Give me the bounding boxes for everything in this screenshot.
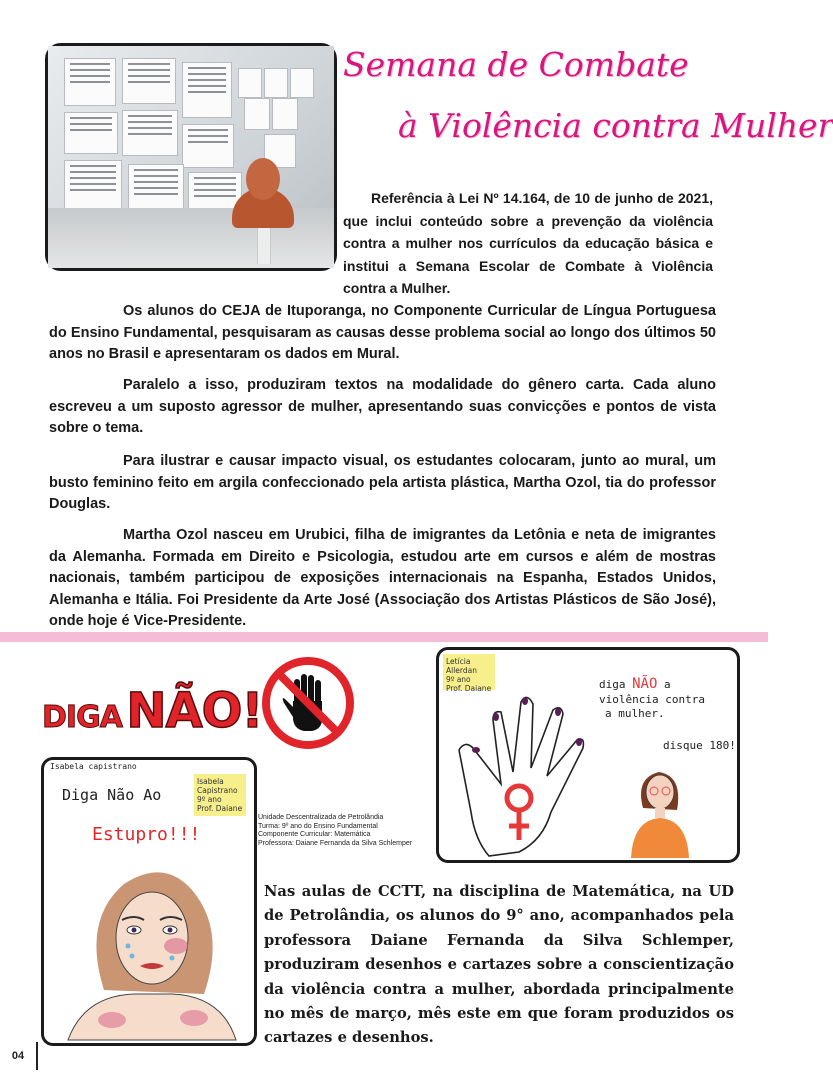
hand-line3: a mulher.	[605, 707, 665, 720]
hand-text-diga: diga	[599, 678, 626, 691]
clay-bust-head	[246, 158, 280, 200]
sticky-line: Capistrano	[197, 786, 238, 795]
artist-label: Isabela capistrano	[50, 762, 137, 771]
nao-word: NÃO!	[126, 683, 263, 739]
hand-line1	[599, 678, 671, 691]
caption-line: Turma: 9º ano do Ensino Fundamental	[258, 822, 378, 830]
student-sticky-note	[194, 774, 246, 816]
mural-paper	[122, 58, 176, 104]
math-paragraph: Nas aulas de CCTT, na disciplina de Matemática, na UD de Petrolândia, os alunos do 9° ano, acompanhados pela professora Daiane Fernanda da Silva Schlemper, produziram desenhos e cartazes sobre a conscientização da violência contra a mulher, abordada principalmente no mês de março, mês este em que foram produzidos os cartazes e desenhos.	[264, 883, 734, 1047]
mural-paper	[264, 68, 288, 98]
diga-nao-heading	[42, 683, 262, 739]
drawing-caption	[258, 814, 433, 848]
mural-paper	[64, 160, 122, 214]
sticky-line: Prof. Daiane	[446, 684, 492, 693]
estupro-drawing	[41, 757, 257, 1046]
caption-line: Professora: Daiane Fernanda da Silva Schlemper	[258, 839, 413, 847]
diga-word: DIGA	[42, 700, 122, 735]
mural-paper	[182, 62, 232, 118]
hand-text-nao: NÃO	[632, 676, 658, 692]
page-title-line2: à Violência contra Mulher	[398, 106, 833, 145]
mural-photo	[45, 43, 337, 271]
caption-line: Componente Curricular: Matemática	[258, 831, 371, 838]
section-divider	[0, 632, 768, 642]
sticky-line: Letícia Allerdan	[446, 657, 477, 675]
sticky-line: 9º ano	[197, 795, 222, 804]
mural-paper	[122, 110, 178, 156]
mural-paper	[290, 68, 314, 98]
body-paragraph: Para ilustrar e causar impacto visual, os estudantes colocaram, junto ao mural, um busto feminino feito em argila confeccionado pela artista plástica, Martha Ozol, tia do professor Douglas.	[49, 453, 716, 512]
hand-drawing	[436, 647, 740, 863]
hand-text-a: a	[664, 678, 671, 691]
mural-paper	[272, 98, 298, 130]
sticky-line: Isabela	[197, 777, 224, 786]
mural-paper	[64, 112, 118, 154]
sticky-line: Prof. Daiane	[197, 804, 243, 813]
hand-line2: violência contra	[599, 693, 705, 706]
outlined-hand-drawing	[449, 680, 599, 858]
page-title-line1: Semana de Combate	[343, 45, 689, 84]
mural-paper	[64, 58, 116, 106]
page-number: 04	[0, 1042, 38, 1070]
mural-paper	[238, 68, 262, 98]
body-paragraph: Martha Ozol nasceu em Urubici, filha de imigrantes da Letônia e neta de imigrantes da Alemanha. Formada em Direito e Psicologia, estudou arte em cursos e além de mostras nacionais, também participou de exposições internacionais na Espanha, Estados Unidos, Alemanha e Itália. Foi Presidente da Arte José (Associação dos Artistas Plásticos de São José), onde hoje é Vice-Presidente.	[49, 527, 716, 629]
woman-portrait-drawing	[625, 758, 695, 858]
bust-stand	[257, 224, 271, 264]
mural-paper	[182, 124, 234, 168]
body-paragraph: Paralelo a isso, produziram textos na modalidade do gênero carta. Cada aluno escreveu a um suposto agressor de mulher, apresentando suas convicções e pontos de vista sobre o tema.	[49, 377, 716, 436]
intro-paragraph: Referência à Lei Nº 14.164, de 10 de junho de 2021, que inclui conteúdo sobre a prevenção da violência contra a mulher nos currículos da educação básica e institui a Semana Escolar de Combate à Violência contra a Mulher.	[343, 190, 713, 296]
drawing-estupro-word: Estupro!!!	[92, 824, 201, 845]
mural-paper	[244, 98, 270, 130]
body-paragraph: Os alunos do CEJA de Ituporanga, no Componente Curricular de Língua Portuguesa do Ensino Fundamental, pesquisaram as causas desse problema social ao longo dos últimos 50 anos no Brasil e apresentaram os dados em Mural.	[49, 303, 716, 362]
crying-woman-drawing	[64, 860, 240, 1040]
caption-line: Unidade Descentralizada de Petrolândia	[258, 814, 384, 821]
sticky-line: 9º ano	[446, 675, 471, 684]
drawing-heading: Diga Não Ao	[62, 786, 162, 804]
stop-hand-icon	[260, 655, 356, 751]
hand-hotline: disque 180!	[663, 739, 736, 752]
